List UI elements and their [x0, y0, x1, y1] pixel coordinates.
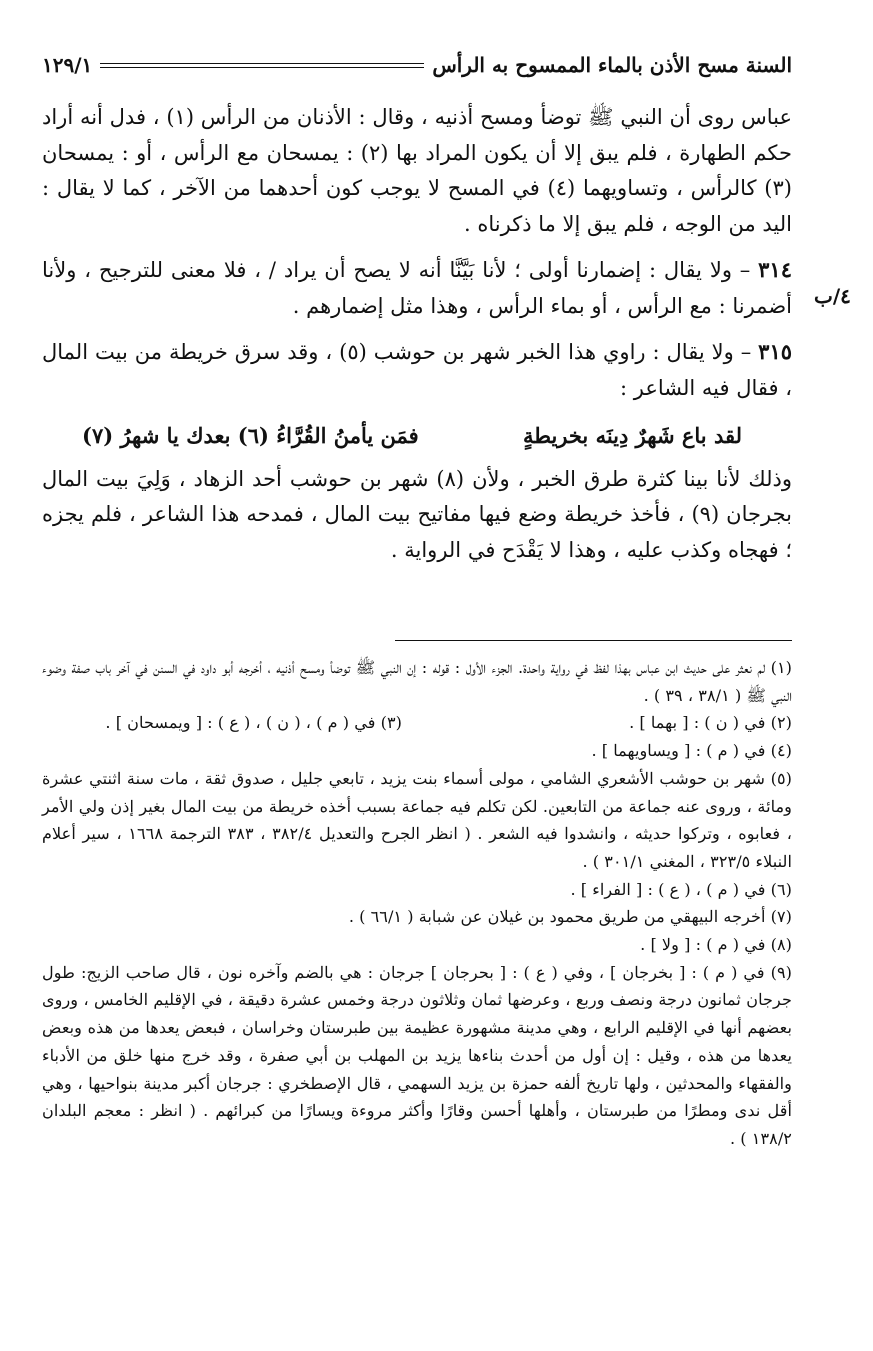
footnote-5: (٥) شهر بن حوشب الأشعري الشامي ، مولى أسماء بنت يزيد ، تابعي جليل ، صدوق ثقة ، مات سنة اثنتي عشرة ومائة ، وروى عنه جماعة من التابعين. لكن تكلم فيه جماعة بسبب أخذه خريطة من بيت المال بغير إذن ولي الأمر ، فعابوه ، وتركوا حديثه ، وانشدوا فيه الشعر . ( انظر الجرح والتعديل ٣٨٢/٤ ، ٣٨٣ الترجمة ١٦٦٨ ، سير أعلام النبلاء ٣٢٣/٥ ، المغني ٣٠١/١ ) .: [42, 768, 792, 871]
poetry-verse: [82, 418, 742, 454]
running-head: [42, 48, 792, 82]
footnote-4: (٤) في ( م ) : [ ويساويهما ] .: [591, 741, 792, 761]
verse-first-hemistich: لقد باع شَهرٌ دِينَه بخريطةٍ: [522, 423, 742, 448]
running-head-rule: [100, 63, 424, 68]
paragraph-text: – ولا يقال : إضمارنا أولى ؛ لأنا بَيَّنَّا أنه لا يصح أن يراد / ، فلا معنى للترجيح ، ولأنا أضمرنا : مع الرأس ، أو بماء الرأس ، وهذا مثل إضمارهم .: [42, 258, 792, 318]
footnote-row: [42, 709, 792, 737]
page-number: ١٢٩/١: [42, 53, 93, 77]
paragraph-number: ٣١٤: [758, 257, 792, 282]
margin-folio-note: ٤/ب: [814, 284, 851, 308]
footnote-9: (٩) في ( م ) : [ بخرجان ] ، وفي ( ع ) : [ بحرجان ] جرجان : هي بالضم وآخره نون ، قال صاحب الزيج: طول جرجان ثمانون درجة ونصف وربع ، وعرضها ثمان وثلاثون درجة وخمس عشرة دقيقة ، في الإقليم الخامس ، وروى بعضهم أنها في الإقليم الرابع ، وهي مدينة مشهورة عظيمة بين طبرستان وخراسان ، فبعض يعدها من هذه وبعض يعدها من هذه ، وقيل : إن أول من أحدث بناءها يزيد بن المهلب بن أبي صفرة ، وقد خرج منها خلق من الأدباء والفقهاء والمحدثين ، ولها تاريخ ألفه حمزة بن يزيد السهمي ، قال الإصطخري : جرجان أكبر مدينة بنواحيها ، وهي أقل ندى ومطرًا من طبرستان ، وأهلها أحسن وقارًا وأكثر مروءة ويسارًا من كبرائهم . ( انظر : معجم البلدان ١٣٨/٢ ) .: [42, 962, 793, 1148]
paragraph-314: [42, 252, 792, 324]
paragraph-315: [42, 334, 792, 406]
footnote-6: (٦) في ( م ) ، ( ع ) : [ الفراء ] .: [570, 879, 792, 899]
verse-second-hemistich: فمَن يأمنُ القُرَّاءُ (٦) بعدك يا شهرُ (٧): [82, 423, 419, 448]
footnote-8: (٨) في ( م ) : [ ولا ] .: [640, 935, 792, 955]
paragraph-intro: عباس روى أن النبي ﷺ توضأ ومسح أذنيه ، وقال : الأذنان من الرأس (١) ، فدل أنه أراد حكم الطهارة ، فلم يبق إلا أن يكون المراد بها (٢) : يمسحان مع الرأس ، أو : يمسحان (٣) كالرأس ، وتساويهما (٤) في المسح لا يوجب كون أحدهما من الآخر ، كما لا يقال : اليد من الوجه ، فلم يبق إلا ما ذكرناه .: [42, 105, 792, 236]
footnote-7: (٧) أخرجه البيهقي من طريق محمود بن غيلان عن شبابة ( ٦٦/١ ) .: [348, 907, 792, 927]
main-text: [42, 100, 792, 568]
footnote-1: (١) لم نعثر على حديث ابن عباس بهذا لفظ في رواية واحدة. الجزء الأول : قوله : إن النبي ﷺ توضأ ومسح أذنيه ، أخرجه أبو داود في السنن في آخر باب صفة وضوء النبي ﷺ ( ٣٨/١ ، ٣٩ ) .: [42, 658, 792, 705]
paragraph-closing: وذلك لأنا بينا كثرة طرق الخبر ، ولأن (٨) شهر بن حوشب أحد الزهاد ، وَلِيَ بيت المال بجرجان (٩) ، فأخذ خريطة وضع فيها مفاتيح بيت المال ، فمدحه هذا الشاعر ، فلم يجزه ؛ فهجاه وكذب عليه ، وهذا لا يَقْدَح في الرواية .: [42, 466, 792, 562]
footnote-separator: [395, 640, 792, 641]
paragraph-text: – ولا يقال : راوي هذا الخبر شهر بن حوشب (٥) ، وقد سرق خريطة من بيت المال ، فقال فيه الشاعر :: [42, 340, 792, 400]
footnotes: [42, 654, 792, 1153]
running-head-title: السنة مسح الأذن بالماء الممسوح به الرأس: [432, 53, 792, 77]
footnote-2: (٢) في ( ن ) : [ بهما ] .: [629, 713, 792, 733]
footnote-3: (٣) في ( م ) ، ( ن ) ، ( ع ) : [ ويمسحان ] .: [105, 713, 402, 733]
paragraph-number: ٣١٥: [758, 339, 793, 364]
